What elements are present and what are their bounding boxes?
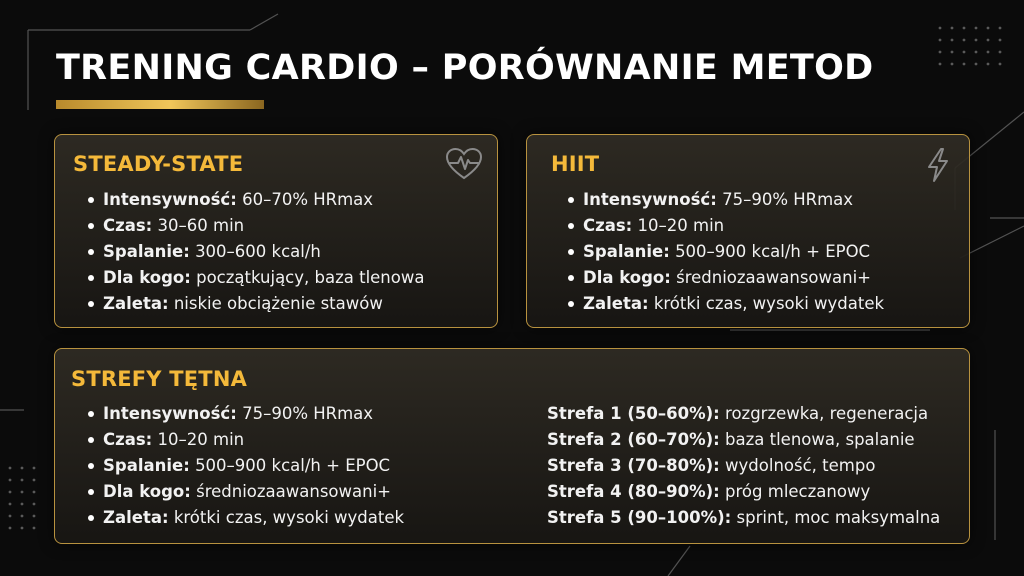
zone-value: baza tlenowa, spalanie <box>725 430 915 449</box>
card-steady-state <box>54 134 498 328</box>
zone-label: Strefa 4 (80–90%): <box>547 482 720 501</box>
item-label: Intensywność: <box>103 190 237 209</box>
item-value: średniozaawansowani+ <box>676 268 871 287</box>
list-item <box>567 265 884 291</box>
card-title-heart-rate-zones: STREFY TĘTNA <box>71 367 248 391</box>
item-value: średniozaawansowani+ <box>196 482 391 501</box>
card-title-hiit: HIIT <box>551 152 600 176</box>
lightning-bolt-icon <box>925 147 951 183</box>
card-heart-rate-zones <box>54 348 970 544</box>
zone-value: rozgrzewka, regeneracja <box>725 404 929 423</box>
hiit-list <box>567 187 884 317</box>
item-value: początkujący, baza tlenowa <box>196 268 425 287</box>
item-value: 10–20 min <box>637 216 725 235</box>
item-label: Spalanie: <box>583 242 670 261</box>
heart-rate-zones-list <box>547 401 940 531</box>
list-item <box>567 187 884 213</box>
list-item <box>87 427 404 453</box>
zone-label: Strefa 1 (50–60%): <box>547 404 720 423</box>
zone-value: próg mleczanowy <box>725 482 871 501</box>
item-label: Spalanie: <box>103 456 190 475</box>
item-value: 10–20 min <box>157 430 245 449</box>
item-value: krótki czas, wysoki wydatek <box>173 508 405 527</box>
item-value: niskie obciążenie stawów <box>173 294 383 313</box>
zone-value: wydolność, tempo <box>725 456 876 475</box>
item-label: Spalanie: <box>103 242 190 261</box>
zone-label: Strefa 3 (70–80%): <box>547 456 720 475</box>
list-item <box>567 239 884 265</box>
list-item <box>87 479 404 505</box>
list-item <box>87 401 404 427</box>
item-label: Czas: <box>103 216 153 235</box>
item-value: 500–900 kcal/h + EPOC <box>675 242 871 261</box>
item-value: 75–90% HRmax <box>722 190 854 209</box>
list-item <box>567 291 884 317</box>
zone-item <box>547 453 940 479</box>
item-label: Czas: <box>103 430 153 449</box>
steady-state-list <box>87 187 424 317</box>
card-hiit <box>526 134 970 328</box>
item-label: Intensywność: <box>103 404 237 423</box>
list-item <box>87 213 424 239</box>
item-label: Zaleta: <box>103 508 169 527</box>
item-value: 30–60 min <box>157 216 245 235</box>
item-label: Zaleta: <box>103 294 169 313</box>
zone-label: Strefa 2 (60–70%): <box>547 430 720 449</box>
page-title: TRENING CARDIO – PORÓWNANIE METOD <box>56 48 874 88</box>
card-title-steady-state: STEADY-STATE <box>73 152 244 176</box>
item-label: Dla kogo: <box>103 268 191 287</box>
item-value: 300–600 kcal/h <box>195 242 321 261</box>
list-item <box>87 505 404 531</box>
item-label: Zaleta: <box>583 294 649 313</box>
list-item <box>567 213 884 239</box>
item-value: krótki czas, wysoki wydatek <box>653 294 885 313</box>
zone-item <box>547 401 940 427</box>
list-item <box>87 265 424 291</box>
title-underline-bar <box>56 100 264 109</box>
zones-summary-list <box>87 401 404 531</box>
item-label: Czas: <box>583 216 633 235</box>
list-item <box>87 291 424 317</box>
list-item <box>87 187 424 213</box>
list-item <box>87 239 424 265</box>
item-value: 75–90% HRmax <box>242 404 374 423</box>
list-item <box>87 453 404 479</box>
heart-pulse-icon <box>445 147 483 181</box>
item-value: 60–70% HRmax <box>242 190 374 209</box>
zone-item <box>547 479 940 505</box>
item-label: Dla kogo: <box>583 268 671 287</box>
zone-item <box>547 427 940 453</box>
item-label: Intensywność: <box>583 190 717 209</box>
item-label: Dla kogo: <box>103 482 191 501</box>
zone-label: Strefa 5 (90–100%): <box>547 508 732 527</box>
zone-item <box>547 505 940 531</box>
zone-value: sprint, moc maksymalna <box>736 508 941 527</box>
item-value: 500–900 kcal/h + EPOC <box>195 456 391 475</box>
